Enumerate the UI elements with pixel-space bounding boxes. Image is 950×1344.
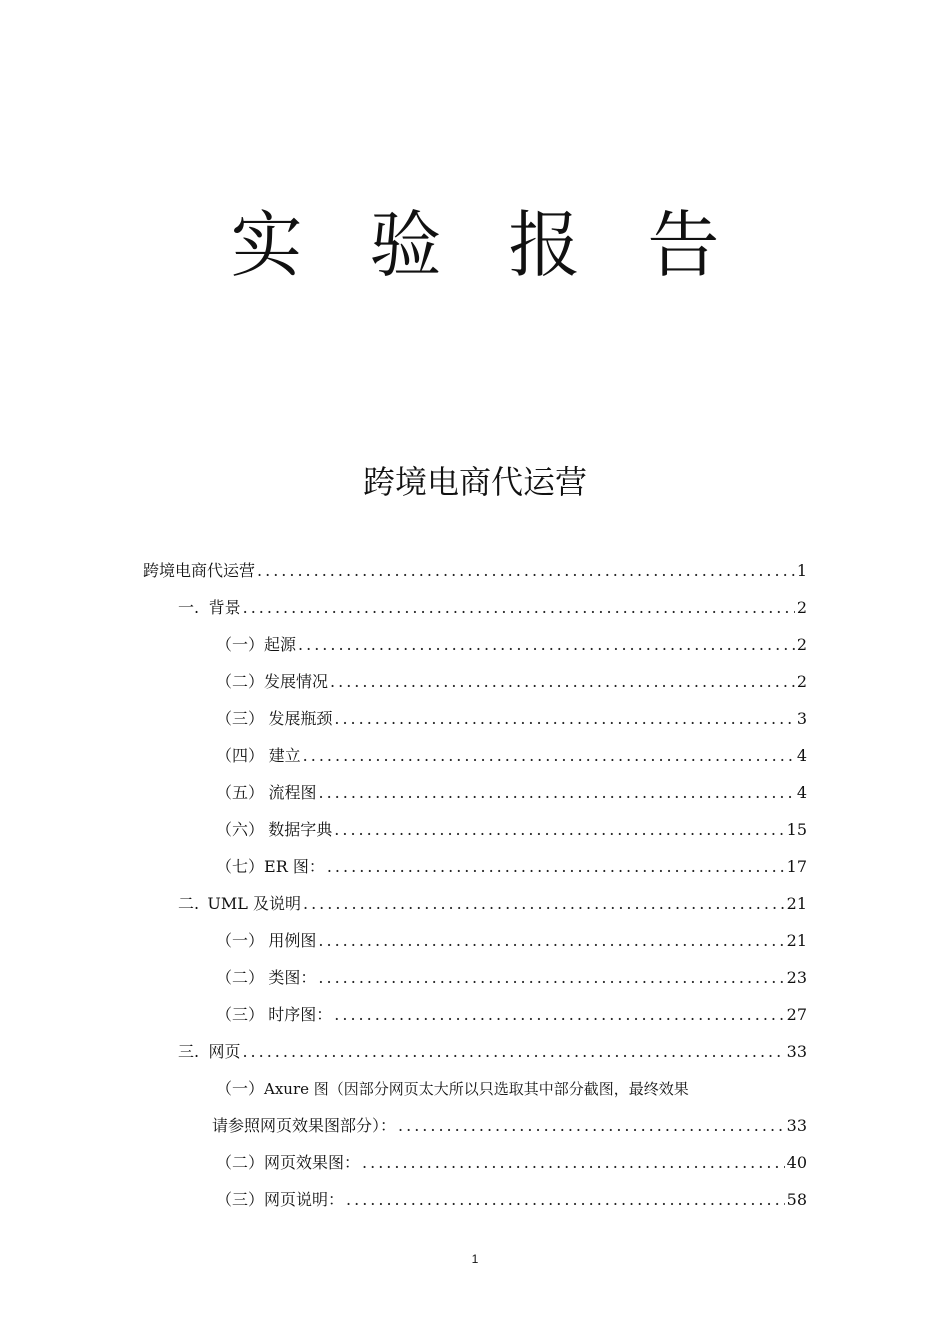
toc-entry-page: 2 xyxy=(796,672,807,691)
toc-entry-prefix: （三） xyxy=(216,1190,265,1209)
toc-entry-label: 网页效果图： xyxy=(264,1153,361,1172)
toc-entry-5[interactable] xyxy=(216,704,807,734)
toc-entry-page: 40 xyxy=(786,1153,807,1172)
toc-entry-prefix: （一） xyxy=(216,1079,265,1098)
toc-leader-dots xyxy=(327,852,785,882)
toc-leader-dots xyxy=(319,778,795,808)
toc-entry-label: 建立 xyxy=(268,746,301,765)
toc-leader-dots xyxy=(334,815,784,845)
toc-entry-label: 用例图 xyxy=(268,931,317,950)
toc-entry-page: 4 xyxy=(796,746,807,765)
toc-entry-3[interactable] xyxy=(216,630,807,660)
toc-entry-page: 4 xyxy=(796,783,807,802)
toc-entry-15-continued[interactable] xyxy=(212,1111,807,1141)
toc-leader-dots xyxy=(318,926,784,956)
toc-entry-13[interactable] xyxy=(216,1000,807,1030)
toc-entry-label: 流程图 xyxy=(268,783,317,802)
toc-entry-prefix: （一） xyxy=(216,635,265,654)
toc-entry-label: 跨境电商代运营 xyxy=(143,561,256,580)
toc-leader-dots xyxy=(303,889,785,919)
toc-entry-label: ER 图： xyxy=(264,857,325,876)
toc-entry-1[interactable] xyxy=(143,556,807,586)
toc-entry-label: 起源 xyxy=(264,635,297,654)
toc-leader-dots xyxy=(242,1037,784,1067)
toc-entry-label: 数据字典 xyxy=(268,820,333,839)
toc-entry-label: 发展情况 xyxy=(264,672,329,691)
toc-entry-16[interactable] xyxy=(216,1148,807,1178)
toc-entry-page: 1 xyxy=(796,561,807,580)
toc-entry-page: 33 xyxy=(786,1042,807,1061)
toc-leader-dots xyxy=(398,1111,785,1141)
toc-entry-prefix: （六） xyxy=(216,820,265,839)
toc-entry-4[interactable] xyxy=(216,667,807,697)
toc-entry-page: 21 xyxy=(786,931,807,950)
toc-entry-label: UML 及说明 xyxy=(207,894,301,913)
toc-leader-dots xyxy=(303,741,795,771)
toc-entry-page: 17 xyxy=(786,857,807,876)
toc-leader-dots xyxy=(318,963,784,993)
toc-entry-label: 时序图： xyxy=(268,1005,333,1024)
page-title: 实 验 报 告 xyxy=(230,203,742,287)
toc-entry-prefix: （四） xyxy=(216,746,265,765)
toc-entry-page: 23 xyxy=(786,968,807,987)
toc-entry-label: 请参照网页效果图部分）： xyxy=(212,1116,397,1135)
toc-entry-page: 2 xyxy=(796,598,807,617)
toc-entry-prefix: （三） xyxy=(216,709,265,728)
toc-entry-8[interactable] xyxy=(216,815,807,845)
toc-entry-prefix: （二） xyxy=(216,1153,265,1172)
page-subtitle: 跨境电商代运营 xyxy=(362,463,587,501)
toc-entry-prefix: （一） xyxy=(216,931,265,950)
toc-entry-prefix: （五） xyxy=(216,783,265,802)
toc-entry-prefix: （三） xyxy=(216,1005,265,1024)
toc-entry-11[interactable] xyxy=(216,926,807,956)
toc-entry-page: 27 xyxy=(786,1005,807,1024)
toc-entry-label: 背景 xyxy=(208,598,241,617)
toc-entry-page: 58 xyxy=(786,1190,807,1209)
toc-entry-9[interactable] xyxy=(216,852,807,882)
toc-entry-10[interactable] xyxy=(178,889,807,919)
page-number: 1 xyxy=(471,1252,479,1266)
toc-entry-label: 网页 xyxy=(208,1042,241,1061)
toc-entry-14[interactable] xyxy=(178,1037,807,1067)
toc-leader-dots xyxy=(243,593,795,623)
toc-entry-label: 网页说明： xyxy=(264,1190,345,1209)
toc-entry-prefix: 三. xyxy=(178,1042,200,1061)
toc-entry-prefix: 一. xyxy=(178,598,200,617)
toc-entry-label: 类图： xyxy=(268,968,317,987)
toc-leader-dots xyxy=(334,704,794,734)
toc-entry-7[interactable] xyxy=(216,778,807,808)
toc-entry-label: 发展瓶颈 xyxy=(268,709,333,728)
toc-entry-page: 2 xyxy=(796,635,807,654)
toc-leader-dots xyxy=(298,630,795,660)
toc-entry-15[interactable] xyxy=(216,1074,807,1104)
toc-entry-prefix: （七） xyxy=(216,857,265,876)
toc-entry-prefix: （二） xyxy=(216,968,265,987)
toc-leader-dots xyxy=(257,556,795,586)
toc-entry-page: 21 xyxy=(786,894,807,913)
toc-entry-17[interactable] xyxy=(216,1185,807,1215)
toc-entry-6[interactable] xyxy=(216,741,807,771)
toc-entry-page: 15 xyxy=(786,820,807,839)
toc-leader-dots xyxy=(334,1000,784,1030)
toc-entry-2[interactable] xyxy=(178,593,807,623)
toc-leader-dots xyxy=(362,1148,785,1178)
toc-entry-page: 3 xyxy=(796,709,807,728)
toc-entry-12[interactable] xyxy=(216,963,807,993)
toc-entry-page: 33 xyxy=(786,1116,807,1135)
toc-entry-prefix: 二. xyxy=(178,894,200,913)
toc-entry-prefix: （二） xyxy=(216,672,265,691)
toc-leader-dots xyxy=(346,1185,785,1215)
toc-leader-dots xyxy=(330,667,795,697)
toc-entry-label: Axure 图（因部分网页太大所以只选取其中部分截图，最终效果 xyxy=(264,1080,689,1098)
